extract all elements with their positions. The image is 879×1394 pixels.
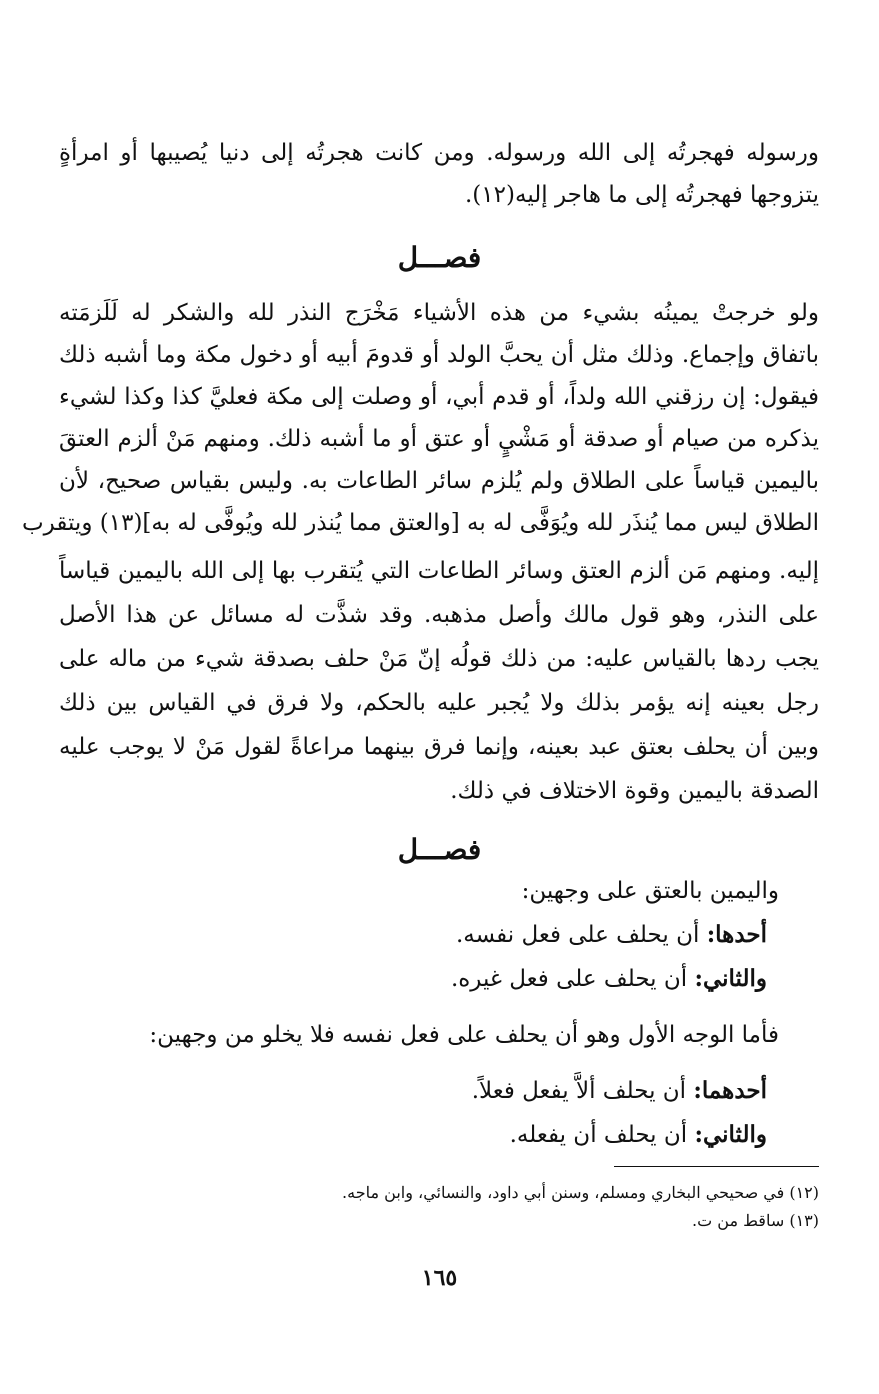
footnote: (١٢) في صحيحي البخاري ومسلم، وسنن أبي داود، والنسائي، وابن ماجه. [342, 1183, 819, 1202]
text-line: فأما الوجه الأول وهو أن يحلف على فعل نفسه فلا يخلو من وجهين: [149, 1022, 779, 1048]
item-text: أن يحلف على فعل نفسه. [455, 922, 707, 948]
list-item [456, 916, 767, 954]
text-line: الصدقة باليمين وقوة الاختلاف في ذلك. [450, 778, 819, 804]
text-line: ولو خرجتْ يمينُه بشيء من هذه الأشياء مَخْرَج النذر لله والشكر له لَلَزمَته [59, 300, 819, 326]
section-heading: فصـــل [397, 241, 482, 274]
text-line: فيقول: إن رزقني الله ولداً، أو قدم أبي، أو وصلت إلى مكة فعليَّ كذا وكذا لشيء [59, 384, 819, 410]
text-line: يتزوجها فهجرتُه إلى ما هاجر إليه(١٢). [465, 182, 819, 208]
item-label: أحدها: [706, 921, 767, 948]
footnote-divider [614, 1166, 819, 1167]
item-label: والثاني: [694, 1121, 767, 1148]
text-line: باتفاق وإجماع. وذلك مثل أن يحبَّ الولد أو قدومَ أبيه أو دخول مكة وما أشبه ذلك [59, 342, 819, 368]
text-line: ورسوله فهجرتُه إلى الله ورسوله. ومن كانت هجرتُه إلى دنيا يُصيبها أو امرأةٍ [59, 140, 819, 166]
item-label: والثاني: [694, 965, 767, 992]
text-line: على النذر، وهو قول مالك وأصل مذهبه. وقد شذَّت له مسائل عن هذا الأصل [59, 602, 819, 628]
page-number: ١٦٥ [421, 1265, 458, 1291]
footnote: (١٣) ساقط من ت. [692, 1211, 819, 1230]
section-heading: فصـــل [397, 833, 482, 866]
text-line: وبين أن يحلف بعتق عبد بعينه، وإنما فرق بينهما مراعاةً لقول مَنْ لا يوجب عليه [59, 734, 819, 760]
item-label: أحدهما: [693, 1077, 767, 1104]
list-item [451, 960, 767, 998]
item-text: أن يحلف أن يفعله. [509, 1122, 695, 1148]
text-line: يجب ردها بالقياس عليه: من ذلك قولُه إنّ مَنْ حلف بصدقة شيء من ماله على [59, 646, 819, 672]
text-line: باليمين قياساً على الطلاق ولم يُلزم سائر الطاعات به. وليس بقياس صحيح، لأن [59, 468, 819, 494]
text-line: رجل بعينه إنه يؤمر بذلك ولا يُجبر عليه بالحكم، ولا فرق في القياس بين ذلك [59, 690, 819, 716]
item-text: أن يحلف ألاَّ يفعل فعلاً. [471, 1078, 694, 1104]
item-text: أن يحلف على فعل غيره. [450, 966, 695, 992]
text-line: يذكره من صيام أو صدقة أو مَشْيٍ أو عتق أو ما أشبه ذلك. ومنهم مَنْ ألزم العتقَ [59, 426, 819, 452]
text-line: واليمين بالعتق على وجهين: [521, 878, 779, 904]
text-line: الطلاق ليس مما يُنذَر لله ويُوَفَّى له به [والعتق مما يُنذر لله ويُوفَّى له به](١٣) ويتقرب [22, 510, 819, 536]
text-line: إليه. ومنهم مَن ألزم العتق وسائر الطاعات التي يُتقرب بها إلى الله باليمين قياساً [59, 558, 819, 584]
list-item [510, 1116, 767, 1154]
list-item [472, 1072, 767, 1110]
